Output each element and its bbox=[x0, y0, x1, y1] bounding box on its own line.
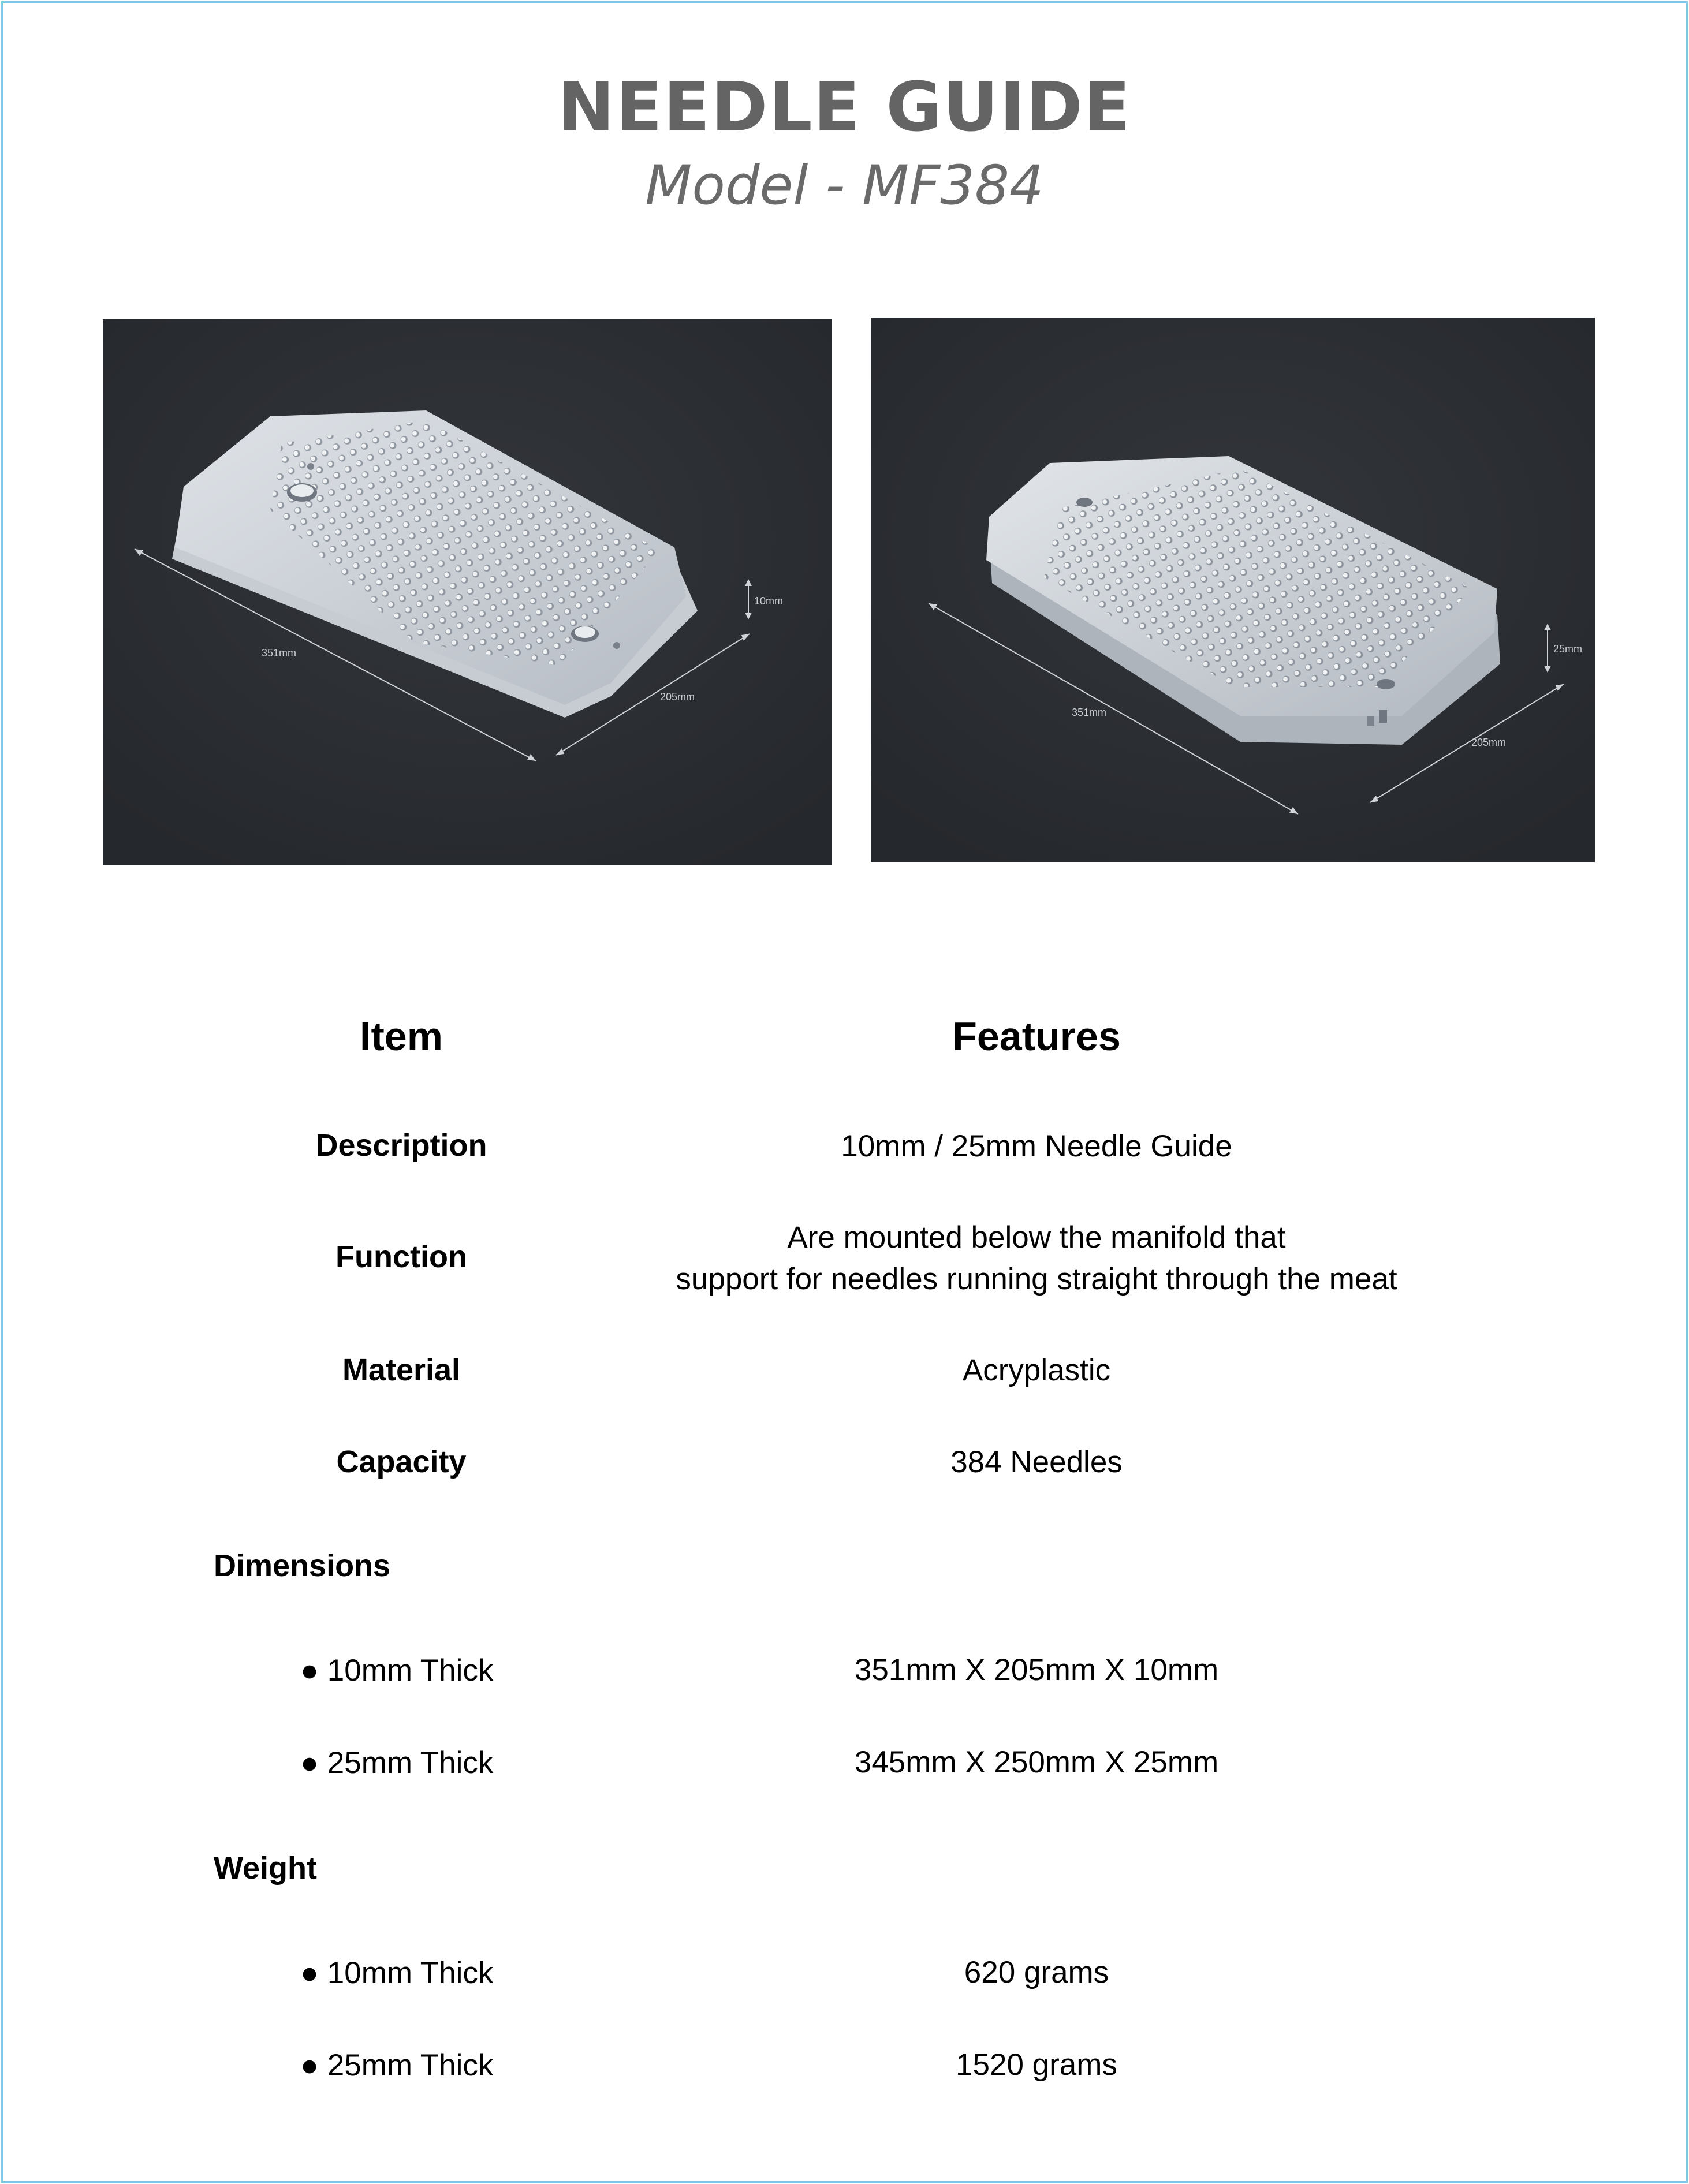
section-heading-dimensions: Dimensions bbox=[214, 1548, 391, 1583]
dimension-thickness-label: 25mm bbox=[1553, 643, 1583, 655]
product-photo-10mm bbox=[103, 319, 832, 865]
section-heading-weight: Weight bbox=[214, 1851, 317, 1886]
weight-10mm-label: ● 10mm Thick bbox=[300, 1956, 494, 1990]
weight-25mm-label: ● 25mm Thick bbox=[300, 2048, 494, 2082]
row-value-material: Acryplastic bbox=[962, 1353, 1111, 1387]
needle-guide-10mm-render bbox=[103, 319, 832, 865]
dimensions-25mm-label: ● 25mm Thick bbox=[300, 1746, 494, 1780]
row-value-capacity: 384 Needles bbox=[950, 1445, 1123, 1479]
page-title: NEEDLE GUIDE bbox=[557, 67, 1132, 147]
model-subtitle: Model - MF384 bbox=[645, 154, 1044, 217]
weight-25mm-value: 1520 grams bbox=[956, 2048, 1117, 2082]
row-label-material: Material bbox=[342, 1353, 461, 1387]
row-label-function: Function bbox=[335, 1240, 467, 1274]
dimension-width-label: 205mm bbox=[1471, 737, 1507, 748]
dimensions-10mm-value: 351mm X 205mm X 10mm bbox=[854, 1653, 1219, 1687]
product-photo-25mm bbox=[871, 318, 1595, 862]
needle-guide-25mm-render bbox=[871, 318, 1595, 862]
function-line-1: Are mounted below the manifold that bbox=[787, 1220, 1286, 1255]
column-header-features: Features bbox=[952, 1014, 1121, 1059]
row-value-function bbox=[603, 1217, 1470, 1300]
dimension-length-label: 351mm bbox=[262, 647, 297, 659]
weight-10mm-value: 620 grams bbox=[964, 1955, 1109, 1989]
dimensions-25mm-value: 345mm X 250mm X 25mm bbox=[854, 1745, 1219, 1779]
dimension-length-label: 351mm bbox=[1072, 707, 1107, 718]
dimensions-10mm-label: ● 10mm Thick bbox=[300, 1653, 494, 1688]
row-label-description: Description bbox=[315, 1128, 487, 1163]
row-label-capacity: Capacity bbox=[336, 1444, 467, 1479]
function-line-2: support for needles running straight through the meat bbox=[676, 1262, 1397, 1296]
dimension-thickness-label: 10mm bbox=[754, 595, 784, 607]
dimension-width-label: 205mm bbox=[660, 691, 695, 703]
column-header-item: Item bbox=[360, 1014, 443, 1059]
row-value-description: 10mm / 25mm Needle Guide bbox=[841, 1129, 1232, 1163]
